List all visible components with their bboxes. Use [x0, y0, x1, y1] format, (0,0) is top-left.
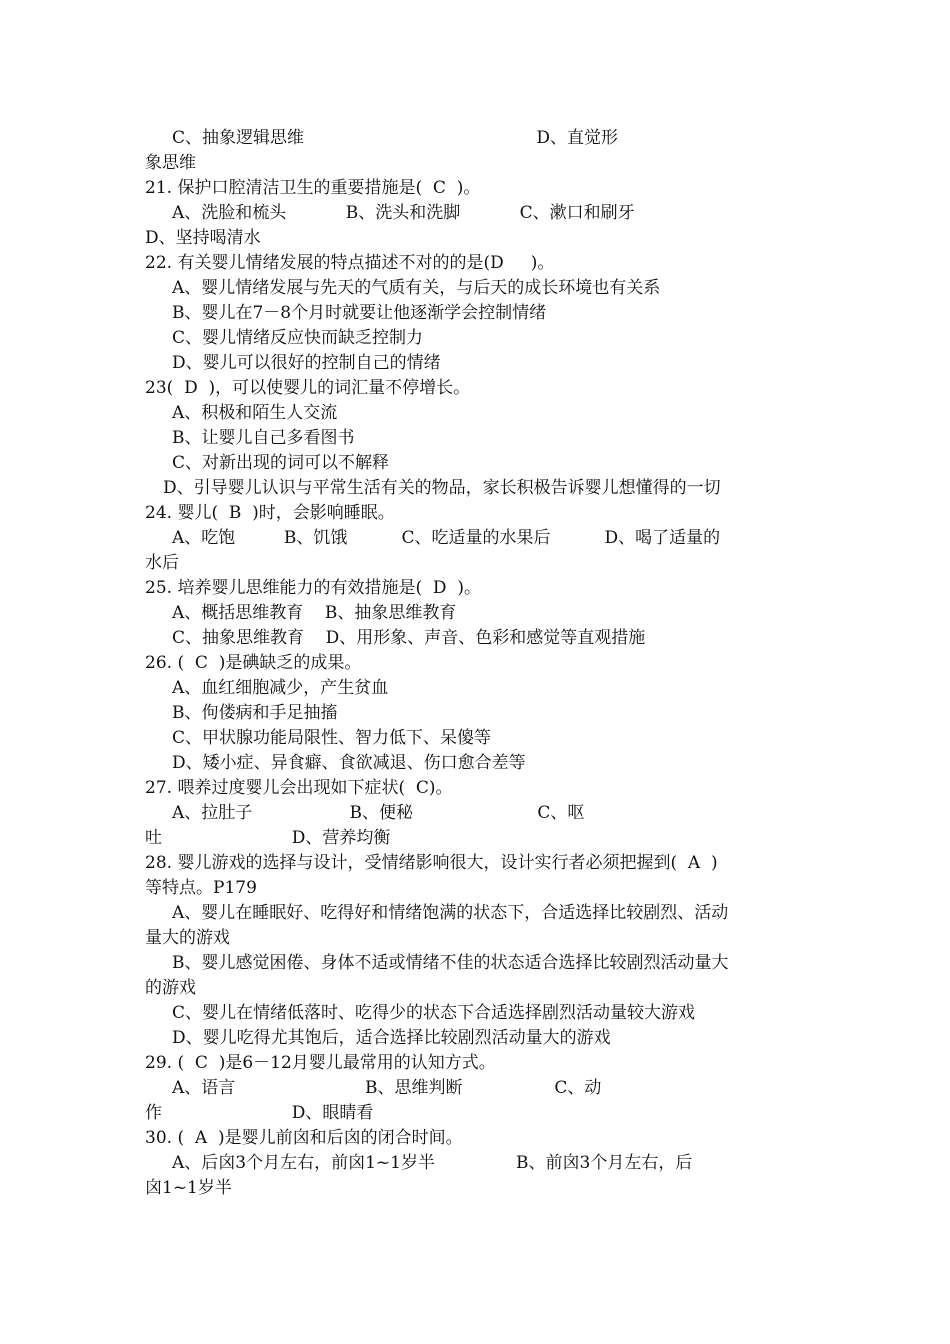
- text-line: C、婴儿在情绪低落时、吃得少的状态下合适选择剧烈活动量较大游戏: [172, 1003, 696, 1023]
- text-line: C、抽象逻辑思维 D、直觉形: [172, 128, 619, 148]
- text-line: D、引导婴儿认识与平常生活有关的物品，家长积极告诉婴儿想懂得的一切: [163, 478, 721, 498]
- text-line: 21. 保护口腔清洁卫生的重要措施是( C )。: [145, 178, 481, 198]
- text-line: C、婴儿情绪反应快而缺乏控制力: [172, 328, 424, 348]
- text-line: 29. ( C )是6－12月婴儿最常用的认知方式。: [145, 1053, 496, 1073]
- text-line: B、让婴儿自己多看图书: [172, 428, 355, 448]
- text-line: 28. 婴儿游戏的选择与设计，受情绪影响很大，设计实行者必须把握到( A ): [145, 853, 718, 873]
- text-line: 吐 D、营养均衡: [145, 828, 391, 848]
- text-line: 水后: [145, 553, 179, 573]
- text-line: 27. 喂养过度婴儿会出现如下症状( C)。: [145, 778, 453, 798]
- text-line: A、概括思维教育 B、抽象思维教育: [172, 603, 457, 623]
- text-line: 的游戏: [145, 978, 196, 998]
- text-line: D、坚持喝清水: [145, 228, 261, 248]
- text-line: A、后囟3个月左右，前囟1~1岁半 B、前囟3个月左右，后: [172, 1153, 693, 1173]
- text-line: 26. ( C )是碘缺乏的成果。: [145, 653, 362, 673]
- text-line: C、对新出现的词可以不解释: [172, 453, 390, 473]
- text-line: A、拉肚子 B、便秘 C、呕: [172, 803, 585, 823]
- text-line: A、吃饱 B、饥饿 C、吃适量的水果后 D、喝了适量的: [172, 528, 721, 548]
- text-line: 囟1~1岁半: [145, 1178, 232, 1198]
- text-line: 22. 有关婴儿情绪发展的特点描述不对的的是(D )。: [145, 253, 555, 273]
- text-line: A、婴儿在睡眠好、吃得好和情绪饱满的状态下，合适选择比较剧烈、活动: [172, 903, 729, 923]
- text-line: 25. 培养婴儿思维能力的有效措施是( D )。: [145, 578, 481, 598]
- text-line: A、洗脸和梳头 B、洗头和洗脚 C、漱口和刷牙: [172, 203, 635, 223]
- text-line: B、佝偻病和手足抽搐: [172, 703, 338, 723]
- text-line: D、婴儿吃得尤其饱后，适合选择比较剧烈活动量大的游戏: [172, 1028, 611, 1048]
- text-line: A、婴儿情绪发展与先天的气质有关，与后天的成长环境也有关系: [172, 278, 661, 298]
- text-line: C、抽象思维教育 D、用形象、声音、色彩和感觉等直观措施: [172, 628, 646, 648]
- text-line: C、甲状腺功能局限性、智力低下、呆傻等: [172, 728, 492, 748]
- text-line: A、积极和陌生人交流: [172, 403, 338, 423]
- text-line: 作 D、眼睛看: [145, 1103, 374, 1123]
- text-line: 23( D )，可以使婴儿的词汇量不停增长。: [145, 378, 471, 398]
- text-line: D、矮小症、异食癖、食欲减退、伤口愈合差等: [172, 753, 526, 773]
- text-line: B、婴儿感觉困倦、身体不适或情绪不佳的状态适合选择比较剧烈活动量大: [172, 953, 729, 973]
- text-line: 量大的游戏: [145, 928, 230, 948]
- text-line: B、婴儿在7－8个月时就要让他逐渐学会控制情绪: [172, 303, 547, 323]
- text-line: 30. ( A )是婴儿前囟和后囟的闭合时间。: [145, 1128, 463, 1148]
- text-line: D、婴儿可以很好的控制自己的情绪: [172, 353, 441, 373]
- text-line: A、语言 B、思维判断 C、动: [172, 1078, 602, 1098]
- text-line: A、血红细胞减少，产生贫血: [172, 678, 389, 698]
- text-line: 象思维: [145, 153, 196, 173]
- text-line: 24. 婴儿( B )时，会影响睡眠。: [145, 503, 395, 523]
- text-line: 等特点。P179: [145, 878, 257, 898]
